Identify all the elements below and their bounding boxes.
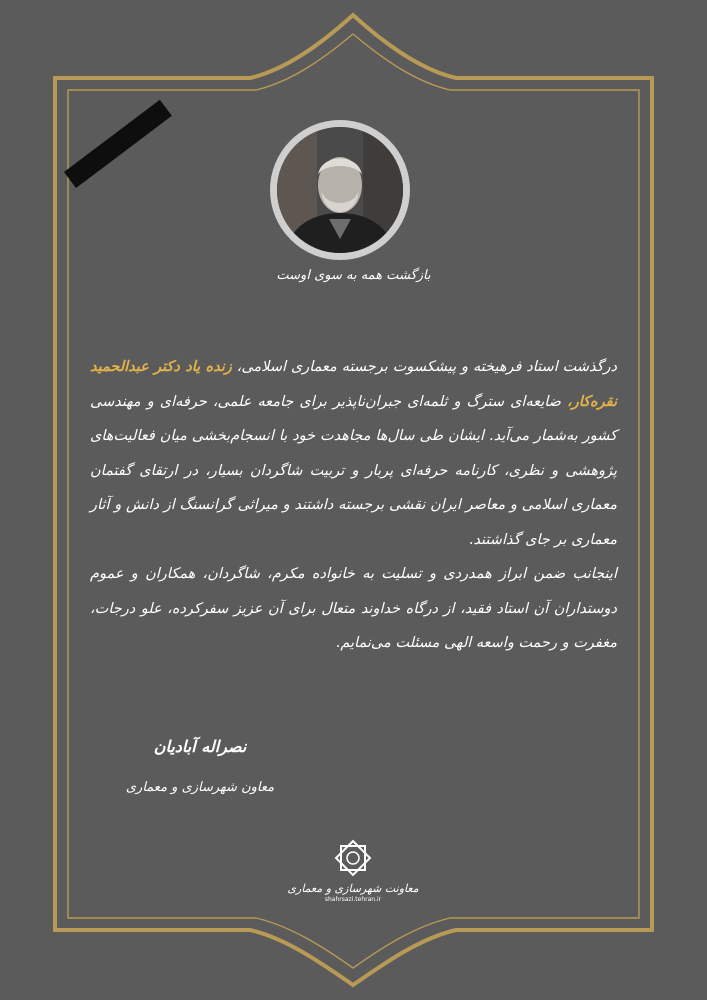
signatory-title: معاون شهرسازی و معماری (125, 780, 275, 795)
signature-block (100, 732, 300, 795)
message-line-4: اینجانب ضمن ابراز همدردی و تسلیت به خانواده مکرم، شاگردان، همکاران و عموم دوستداران آن استاد فقید، از درگاه خداوند متعال برای آن عزیز سفرکرده، علو درجات، مغفرت و رحمت واسعه الهی مسئلت می‌نمایم. (90, 566, 617, 651)
logo-text: معاونت شهرسازی و معماری (287, 882, 419, 895)
message-line-2: ضایعه‌ای سترگ و ثلمه‌ای جبران‌ناپذیر برای جامعه علمی، حرفه‌ای و مهندسی کشور به‌شمار می‌آید. (90, 393, 617, 444)
condolence-message (90, 350, 617, 661)
portrait-photo (270, 120, 410, 260)
message-paragraph-1 (90, 350, 617, 557)
epigraph: بازگشت همه به سوی اوست (276, 268, 431, 283)
message-paragraph-2 (90, 557, 617, 661)
logo-emblem-icon (330, 835, 376, 881)
deceased-name: زنده یاد دکتر عبدالحمید نقره‌کار، (90, 358, 618, 410)
message-line-3: ایشان طی سال‌ها مجاهدت خود با انسجام‌بخشی میان فعالیت‌های پژوهشی و نظری، کارنامه حرفه‌ای پربار و تربیت شاگردان بسیار، در ارتقای گفتمان معماری اسلامی و معاصر ایران نقشی برجسته داشتند و میراثی گرانسنگ از دانش و آثار معماری بر جای گذاشتند. (90, 428, 617, 548)
logo-url: shahrsazi.tehran.ir (324, 896, 382, 903)
signatory-name: نصراله آبادیان (153, 737, 247, 756)
message-lead: درگذشت استاد فرهیخته و پیشکسوت برجسته معماری اسلامی، (236, 359, 617, 375)
organization-logo (283, 835, 423, 904)
